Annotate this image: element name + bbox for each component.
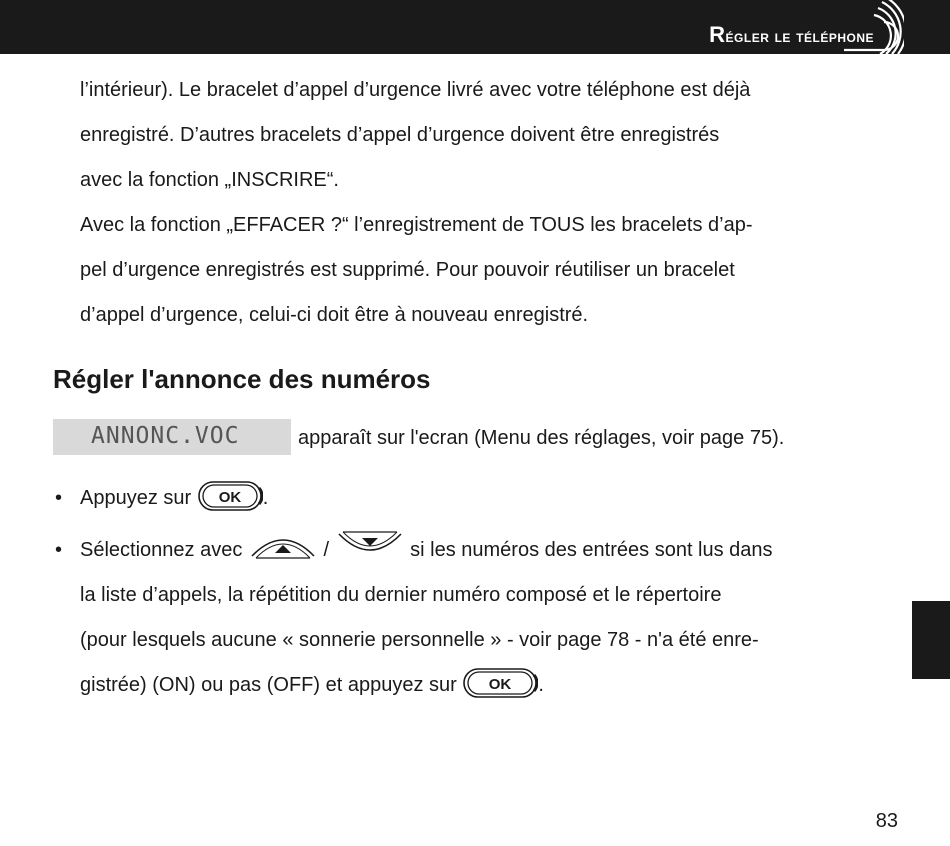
intro-line: l’intérieur). Le bracelet d’appel d’urgence livré avec votre téléphone est déjà: [80, 79, 751, 101]
intro-line: avec la fonction „INSCRIRE“.: [80, 169, 339, 191]
page-header: [0, 0, 950, 54]
step-2-continued: [80, 573, 910, 708]
step-2-after: si les numéros des entrées sont lus dans: [410, 539, 773, 561]
intro-line: d’appel d’urgence, celui-ci doit être à nouveau enregistré.: [80, 304, 589, 326]
chapter-tab: [912, 601, 950, 679]
intro-line: Avec la fonction „EFFACER ?“ l’enregistrement de TOUS les bracelets d’ap-: [80, 214, 753, 236]
ok-key-icon: [197, 480, 263, 512]
step-2-separator: /: [323, 539, 330, 561]
step-1-end: .: [262, 487, 269, 509]
signal-rings-icon: [844, 0, 904, 54]
ok-key-icon: [462, 667, 538, 699]
step-2-line: (pour lesquels aucune « sonnerie personnelle » - voir page 78 - n'a été enre-: [80, 629, 759, 651]
step-1-text: Appuyez sur: [80, 487, 192, 509]
lcd-display: ANNONC.VOC: [53, 419, 291, 455]
ok-key-label: OK: [218, 488, 241, 506]
bullet-marker: •: [55, 487, 63, 509]
section-title: Régler l'annonce des numéros: [53, 364, 431, 394]
step-2: [80, 528, 773, 573]
step-2-last-line: gistrée) (ON) ou pas (OFF) et appuyez sur OK .: [80, 663, 910, 708]
intro-line: pel d’urgence enregistrés est supprimé. Pour pouvoir réutiliser un bracelet: [80, 259, 735, 281]
ok-key-label: OK: [489, 675, 512, 693]
step-2-start: Sélectionnez avec: [80, 539, 243, 561]
intro-paragraph: [80, 68, 910, 338]
page-number: 83: [875, 810, 898, 832]
step-2-line: la liste d’appels, la répétition du dernier numéro composé et le répertoire: [80, 584, 722, 606]
step-1: [80, 476, 268, 521]
header-title: Régler le téléphone: [709, 22, 874, 47]
step-2-end: .: [538, 674, 544, 696]
lcd-description: apparaît sur l'ecran (Menu des réglages, voir page 75).: [298, 427, 785, 449]
up-arrow-key-icon: [248, 530, 318, 560]
down-arrow-key-icon: [335, 530, 405, 560]
bullet-marker: •: [55, 539, 63, 561]
intro-line: enregistré. D’autres bracelets d’appel d’urgence doivent être enregistrés: [80, 124, 720, 146]
